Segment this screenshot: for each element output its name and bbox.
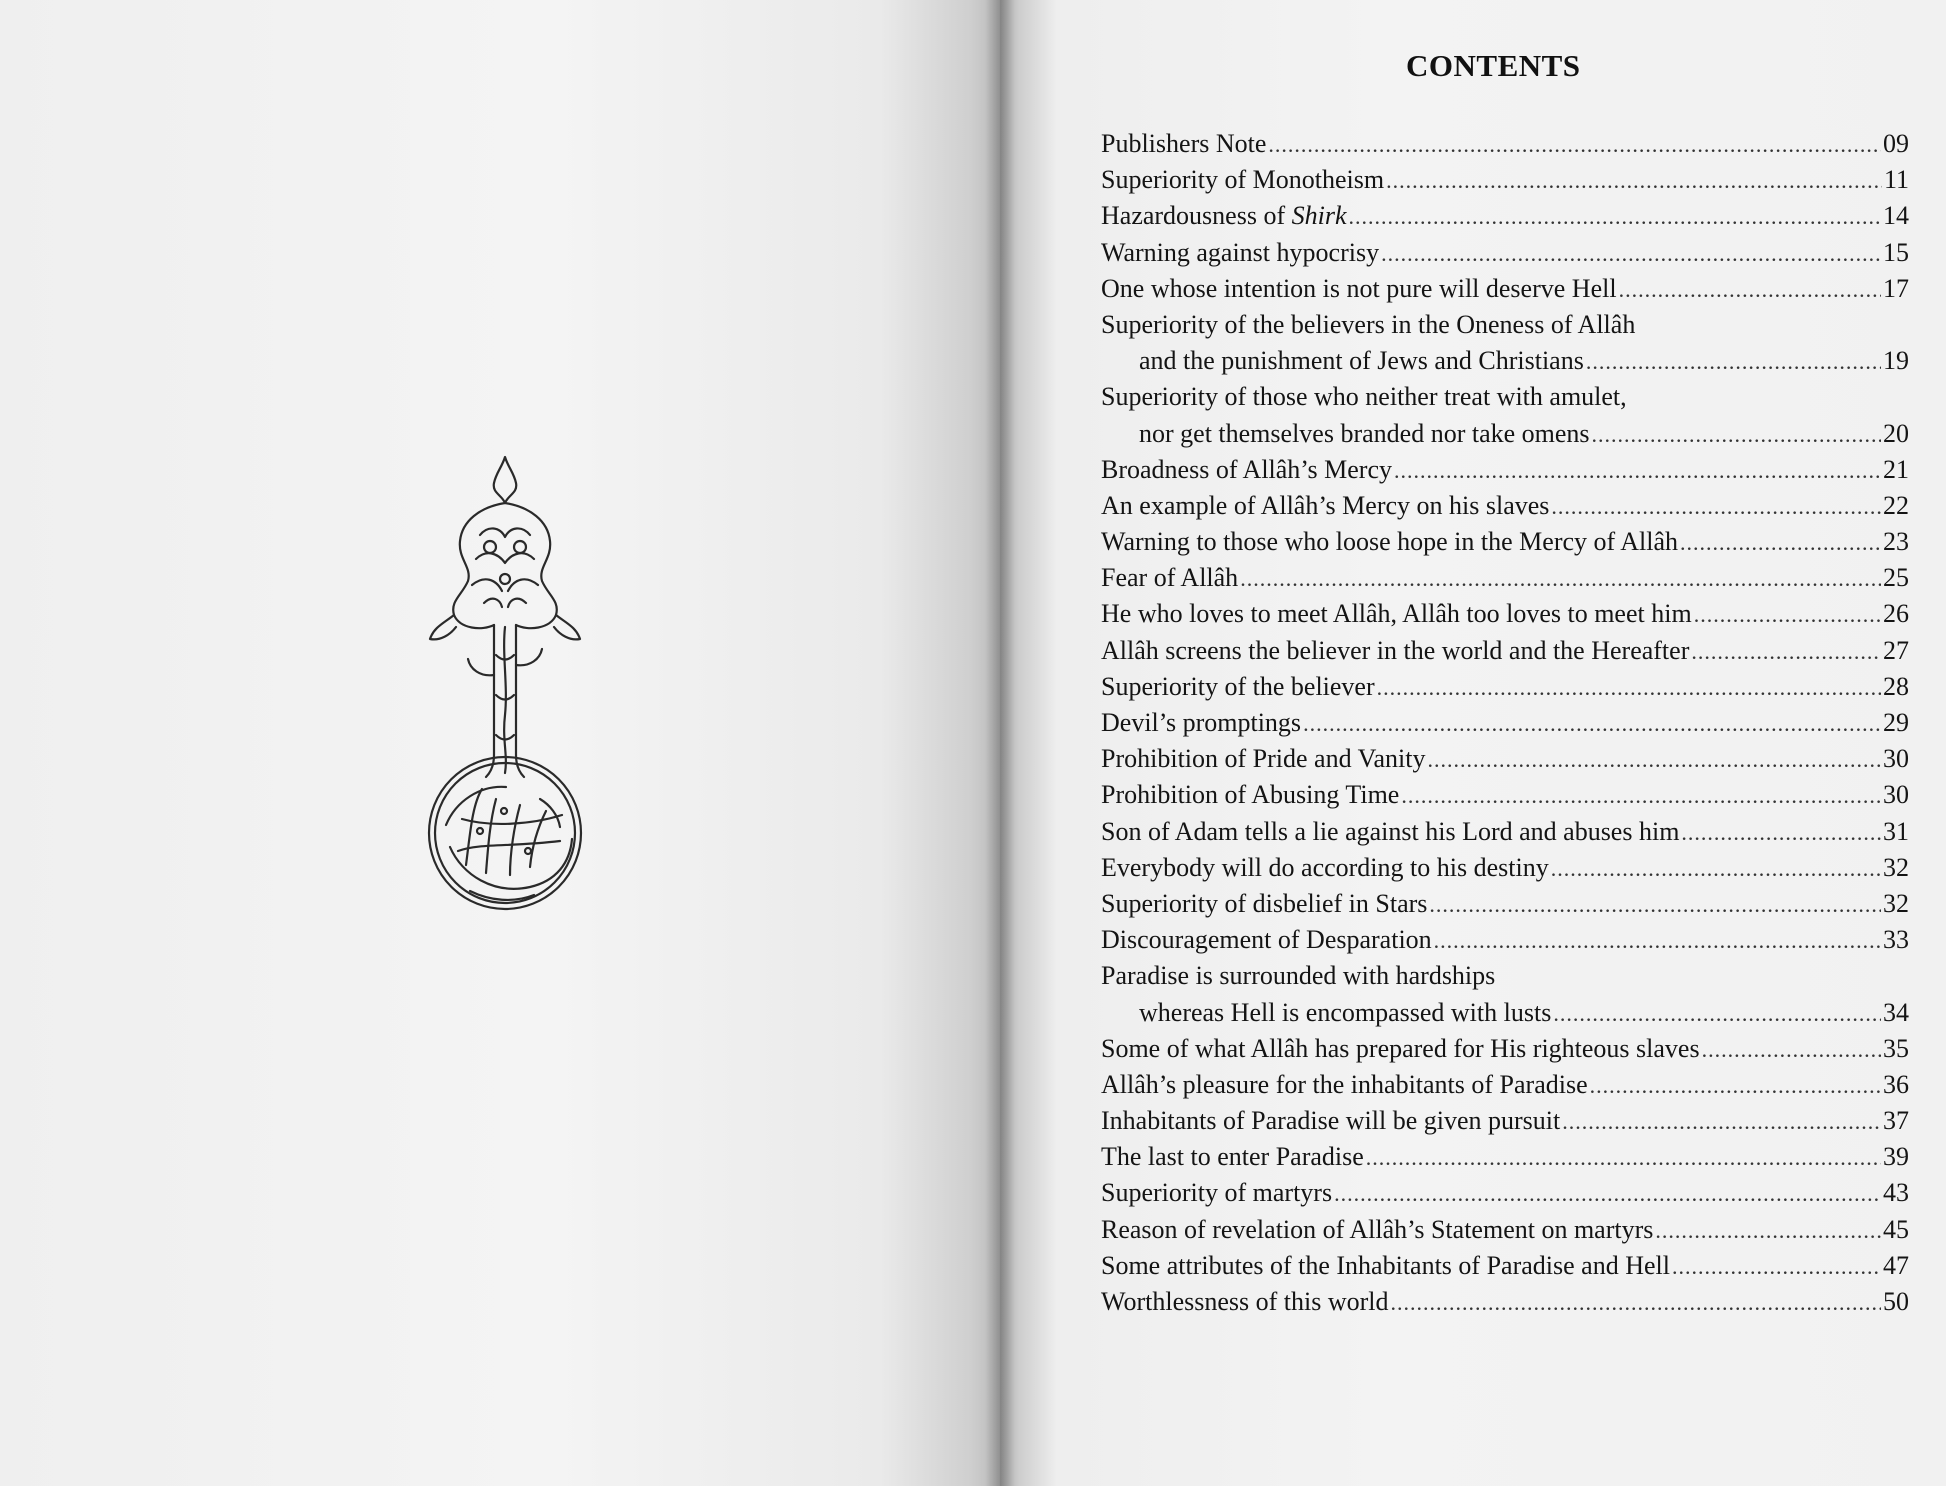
toc-leader-dots — [1394, 453, 1881, 489]
toc-entry-title: Allâh’s pleasure for the inhabitants of Paradise — [1101, 1069, 1588, 1099]
toc-entry — [1101, 1175, 1909, 1211]
toc-page-number: 11 — [1883, 165, 1909, 195]
toc-leader-dots — [1562, 1104, 1881, 1140]
toc-leader-dots — [1551, 489, 1881, 525]
toc-page-number: 30 — [1883, 744, 1909, 774]
toc-leader-dots — [1691, 634, 1881, 670]
toc-entry-title: An example of Allâh’s Mercy on his slaves — [1101, 490, 1550, 520]
contents-heading: CONTENTS — [1406, 48, 1581, 83]
toc-page-number: 30 — [1883, 780, 1909, 810]
toc-leader-dots — [1681, 815, 1881, 851]
toc-entry-title: Warning against hypocrisy — [1101, 237, 1380, 267]
toc-entry-title: One whose intention is not pure will deserve Hell — [1101, 273, 1617, 303]
toc-entry — [1101, 524, 1909, 560]
toc-entry-title: Son of Adam tells a lie against his Lord and abuses him — [1101, 816, 1680, 846]
toc-page-number: 26 — [1883, 599, 1909, 629]
toc-entry — [1101, 669, 1909, 705]
toc-entry-title: Prohibition of Pride and Vanity — [1101, 744, 1426, 774]
toc-leader-dots — [1381, 236, 1881, 272]
toc-entry-title: Superiority of those who neither treat with amulet, — [1101, 382, 1627, 412]
toc-entry-title: Devil’s promptings — [1101, 708, 1302, 737]
toc-entry-title: Some of what Allâh has prepared for His righteous slaves — [1101, 1033, 1700, 1063]
toc-entry-title: nor get themselves branded nor take omens — [1139, 418, 1590, 448]
toc-page-number: 22 — [1883, 490, 1909, 520]
toc-entry-title-text: Hazardousness of — [1101, 201, 1292, 231]
toc-entry-title: Some attributes of the Inhabitants of Paradise and Hell — [1101, 1250, 1670, 1280]
toc-leader-dots — [1553, 996, 1881, 1032]
toc-entry — [1101, 741, 1909, 777]
toc-page-number: 43 — [1883, 1178, 1909, 1208]
toc-page-number: 21 — [1883, 454, 1909, 484]
toc-page-number: 33 — [1883, 925, 1909, 955]
toc-entry — [1101, 922, 1909, 958]
toc-entry-title: Paradise is surrounded with hardships — [1101, 961, 1496, 991]
toc-leader-dots — [1366, 1140, 1881, 1176]
toc-leader-dots — [1592, 417, 1881, 453]
toc-entry — [1101, 1284, 1909, 1320]
toc-entry-title: Broadness of Allâh’s Mercy — [1101, 454, 1393, 484]
toc-entry — [1101, 705, 1909, 741]
toc-entry — [1101, 488, 1909, 524]
toc-page-number: 25 — [1883, 563, 1909, 593]
toc-page-number: 45 — [1883, 1214, 1909, 1244]
toc-leader-dots — [1349, 199, 1882, 235]
toc-entry-title: Everybody will do according to his destiny — [1101, 852, 1549, 882]
bismillah-calligraphy-tree-icon — [410, 455, 600, 915]
toc-entry-title: Warning to those who loose hope in the Mercy of Allâh — [1101, 527, 1679, 557]
toc-page-number: 17 — [1883, 273, 1909, 303]
toc-leader-dots — [1434, 923, 1881, 959]
toc-entry-title: Inhabitants of Paradise will be given pursuit — [1101, 1106, 1561, 1136]
toc-entry-title: Prohibition of Abusing Time — [1101, 780, 1400, 810]
toc-entry — [1101, 198, 1909, 234]
toc-entry-title — [1101, 198, 1347, 234]
toc-entry — [1101, 416, 1909, 452]
toc-leader-dots — [1377, 670, 1881, 706]
toc-leader-dots — [1680, 525, 1881, 561]
toc-entry — [1101, 560, 1909, 596]
toc-page-number: 15 — [1883, 237, 1909, 267]
toc-entry-title: Reason of revelation of Allâh’s Statement on martyrs — [1101, 1214, 1654, 1244]
toc-entry — [1101, 814, 1909, 850]
toc-page-number: 39 — [1883, 1142, 1909, 1172]
toc-page-number: 23 — [1883, 527, 1909, 557]
toc-entry — [1101, 1103, 1909, 1139]
toc-entry-title: and the punishment of Jews and Christians — [1139, 346, 1584, 376]
toc-entry — [1101, 1031, 1909, 1067]
toc-page-number: 35 — [1883, 1033, 1909, 1063]
toc-leader-dots — [1702, 1032, 1881, 1068]
toc-entry — [1101, 307, 1909, 343]
toc-page-number: 32 — [1883, 852, 1909, 882]
toc-leader-dots — [1268, 127, 1881, 163]
toc-entry — [1101, 1067, 1909, 1103]
toc-leader-dots — [1586, 344, 1881, 380]
toc-entry — [1101, 452, 1909, 488]
toc-page-number: 09 — [1883, 129, 1909, 158]
toc-entry — [1101, 235, 1909, 271]
toc-entry-title: Superiority of the believer — [1101, 671, 1375, 701]
toc-leader-dots — [1672, 1249, 1881, 1285]
toc-entry-title: Publishers Note — [1101, 129, 1267, 158]
toc-entry — [1101, 1139, 1909, 1175]
table-of-contents — [1101, 126, 1909, 1320]
toc-entry-title: Superiority of disbelief in Stars — [1101, 888, 1428, 918]
toc-page-number: 31 — [1883, 816, 1909, 846]
toc-entry-title: He who loves to meet Allâh, Allâh too loves to meet him — [1101, 599, 1692, 629]
toc-entry-title: Discouragement of Desparation — [1101, 925, 1432, 955]
toc-leader-dots — [1303, 706, 1881, 742]
toc-page-number: 14 — [1883, 201, 1909, 231]
toc-leader-dots — [1551, 851, 1881, 887]
toc-entry-title: Superiority of the believers in the Oneness of Allâh — [1101, 309, 1636, 339]
toc-entry — [1101, 886, 1909, 922]
toc-entry — [1101, 162, 1909, 198]
toc-leader-dots — [1590, 1068, 1881, 1104]
toc-leader-dots — [1428, 742, 1881, 778]
toc-leader-dots — [1429, 887, 1881, 923]
toc-entry — [1101, 1248, 1909, 1284]
toc-leader-dots — [1240, 561, 1881, 597]
toc-page-number: 34 — [1883, 997, 1909, 1027]
toc-page-number: 29 — [1883, 708, 1909, 737]
toc-entry — [1101, 379, 1909, 415]
toc-leader-dots — [1401, 778, 1881, 814]
toc-leader-dots — [1391, 1285, 1882, 1321]
toc-entry — [1101, 343, 1909, 379]
toc-entry-title: Worthlessness of this world — [1101, 1287, 1389, 1316]
toc-entry-title-italic: Shirk — [1291, 201, 1347, 231]
toc-entry — [1101, 126, 1909, 162]
toc-entry — [1101, 777, 1909, 813]
toc-leader-dots — [1694, 597, 1881, 633]
toc-leader-dots — [1386, 163, 1882, 199]
toc-entry-title: whereas Hell is encompassed with lusts — [1139, 997, 1552, 1027]
toc-entry — [1101, 995, 1909, 1031]
book-gutter — [985, 0, 1015, 1486]
toc-entry-title: Allâh screens the believer in the world and the Hereafter — [1101, 635, 1690, 665]
toc-page-number: 47 — [1883, 1250, 1909, 1280]
toc-page-number: 20 — [1883, 418, 1909, 448]
toc-entry-title: Fear of Allâh — [1101, 563, 1239, 593]
toc-page-number: 19 — [1883, 346, 1909, 376]
toc-page-number: 32 — [1883, 888, 1909, 918]
toc-page-number: 37 — [1883, 1106, 1909, 1136]
toc-leader-dots — [1655, 1213, 1881, 1249]
toc-entry-title: Superiority of martyrs — [1101, 1178, 1333, 1208]
toc-page-number: 50 — [1883, 1287, 1909, 1316]
toc-entry — [1101, 633, 1909, 669]
toc-leader-dots — [1334, 1176, 1881, 1212]
toc-leader-dots — [1619, 272, 1881, 308]
toc-entry-title: The last to enter Paradise — [1101, 1142, 1364, 1172]
toc-page-number: 36 — [1883, 1069, 1909, 1099]
toc-entry — [1101, 958, 1909, 994]
toc-entry — [1101, 271, 1909, 307]
toc-entry-title: Superiority of Monotheism — [1101, 165, 1385, 195]
toc-page-number: 28 — [1883, 671, 1909, 701]
toc-page-number: 27 — [1883, 635, 1909, 665]
toc-entry — [1101, 1212, 1909, 1248]
toc-entry — [1101, 850, 1909, 886]
toc-entry — [1101, 596, 1909, 632]
